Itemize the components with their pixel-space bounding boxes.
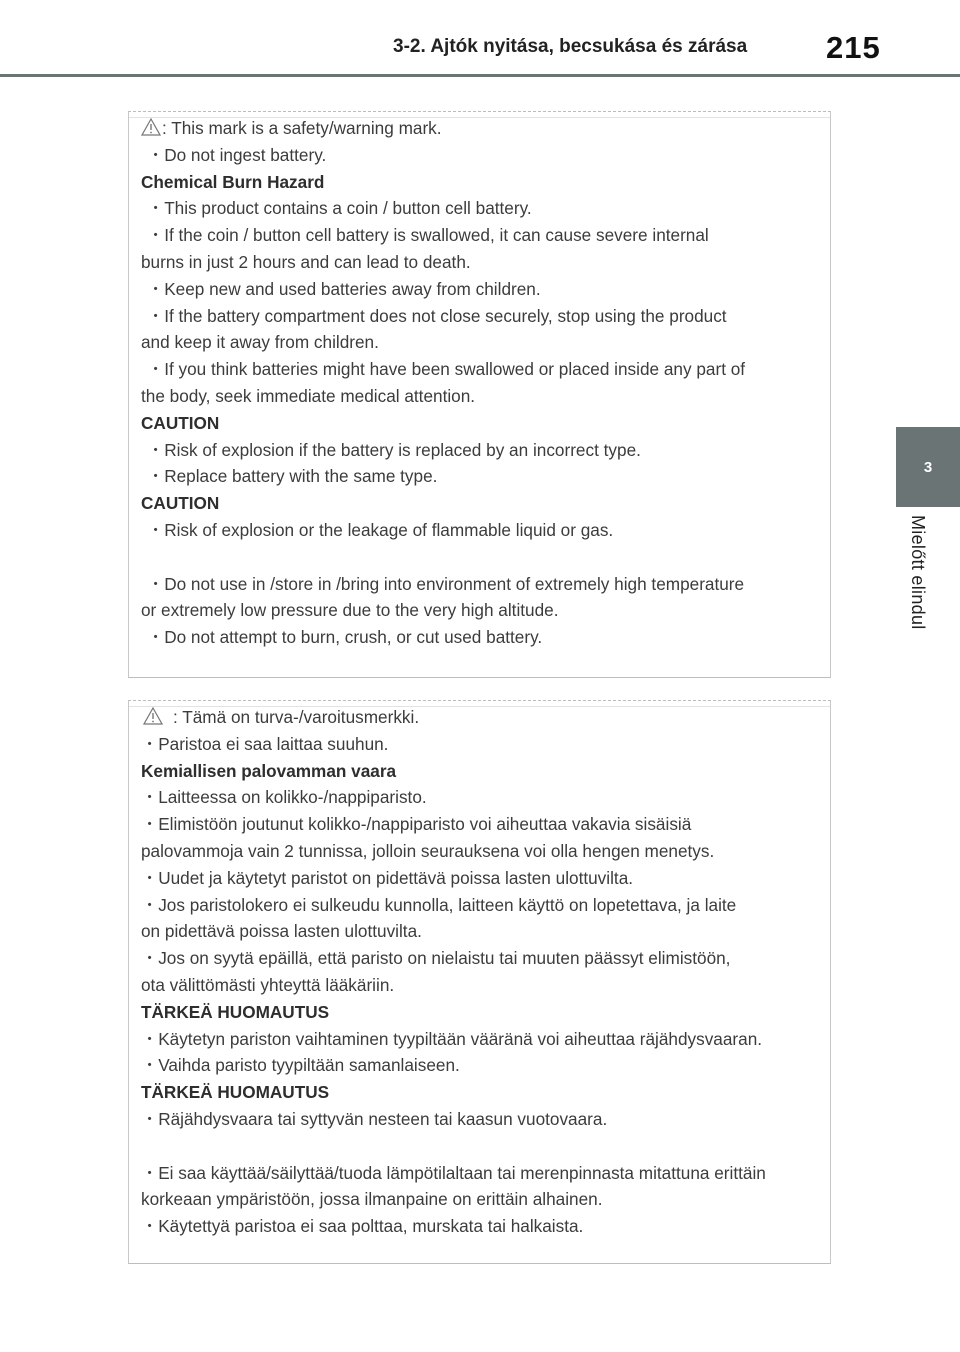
notice-line: ・Do not attempt to burn, crush, or cut used battery. [147,627,543,648]
notice-line: ・Vaihda paristo tyypiltään samanlaiseen. [141,1055,460,1076]
notice-line: korkeaan ympäristöön, jossa ilmanpaine on erittäin alhainen. [141,1189,603,1210]
notice-line: ・Keep new and used batteries away from children. [147,278,541,299]
notice-line: ・Risk of explosion if the battery is replaced by an incorrect type. [147,439,641,460]
notice-line: ・Jos paristolokero ei sulkeudu kunnolla, laitteen käyttö on lopetettava, ja laite [141,894,737,915]
notice-heading: Chemical Burn Hazard [141,171,325,192]
warning-mark-text: : This mark is a safety/warning mark. [162,118,442,138]
notice-line: or extremely low pressure due to the very high altitude. [141,600,559,621]
notice-line: ・If the battery compartment does not close securely, stop using the product [147,305,727,326]
notice-heading: Kemiallisen palovamman vaara [141,760,397,781]
notice-line: ・Risk of explosion or the leakage of flammable liquid or gas. [147,519,614,540]
notice-line: ・This product contains a coin / button cell battery. [147,198,532,219]
notice-line: on pidettävä poissa lasten ulottuvilta. [141,921,422,942]
notice-line: burns in just 2 hours and can lead to death. [141,251,471,272]
notice-line: ・Do not use in /store in /bring into environment of extremely high temperature [147,573,745,594]
chapter-tab[interactable] [896,427,960,507]
notice-line: ・Jos on syytä epäillä, että paristo on nielaistu tai muuten päässyt elimistöön, [141,948,731,969]
notice-line: ・Räjähdysvaara tai syttyvän nesteen tai kaasun vuotovaara. [141,1108,608,1129]
notice-line: ・Uudet ja käytetyt paristot on pidettävä poissa lasten ulottuvilta. [141,867,634,888]
notice-line: ・Elimistöön joutunut kolikko-/nappiparisto voi aiheuttaa vakavia sisäisiä [141,814,692,835]
notice-line: palovammoja vain 2 tunnissa, jolloin seurauksena voi olla hengen menetys. [141,840,715,861]
section-title: 3-2. Ajtók nyitása, becsukása és zárása [393,36,748,57]
notice-line: ・If the coin / button cell battery is swallowed, it can cause severe internal [147,225,709,246]
page-number: 215 [826,30,881,65]
notice-spacer [141,544,826,571]
notice-line: ・Replace battery with the same type. [147,466,438,487]
notice-line: ・Paristoa ei saa laittaa suuhun. [141,733,389,754]
chapter-label: Mielőtt elindul [908,515,928,630]
warning-mark-text: : Tämä on turva-/varoitusmerkki. [173,707,420,727]
notice-line: ・Käytettyä paristoa ei saa polttaa, murskata tai halkaista. [141,1216,584,1237]
warning-mark-line [141,115,826,142]
notice-line: ・Ei saa käyttää/säilyttää/tuoda lämpötilaltaan tai merenpinnasta mitattuna erittäin [141,1162,766,1183]
notice-line: ota välittömästi yhteyttä lääkäriin. [141,974,395,995]
finnish-battery-notice [128,700,831,1264]
header-divider [0,74,960,77]
notice-line: and keep it away from children. [141,332,379,353]
chapter-number: 3 [923,458,933,476]
notice-line: ・Do not ingest battery. [147,144,327,165]
notice-line: ・Käytetyn pariston vaihtaminen tyypiltään vääränä voi aiheuttaa räjähdysvaaran. [141,1028,763,1049]
notice-heading: CAUTION [141,493,220,514]
notice-line: ・Laitteessa on kolikko-/nappiparisto. [141,787,427,808]
notice-heading: CAUTION [141,412,220,433]
warning-triangle-icon [141,117,161,144]
notice-heading: TÄRKEÄ HUOMAUTUS [141,1001,330,1022]
english-battery-notice [128,111,831,678]
warning-mark-line [141,704,826,731]
notice-spacer [141,1133,826,1160]
notice-line: the body, seek immediate medical attention. [141,385,476,406]
notice-line: ・If you think batteries might have been swallowed or placed inside any part of [147,359,746,380]
warning-triangle-icon [143,706,163,733]
notice-heading: TÄRKEÄ HUOMAUTUS [141,1082,330,1103]
